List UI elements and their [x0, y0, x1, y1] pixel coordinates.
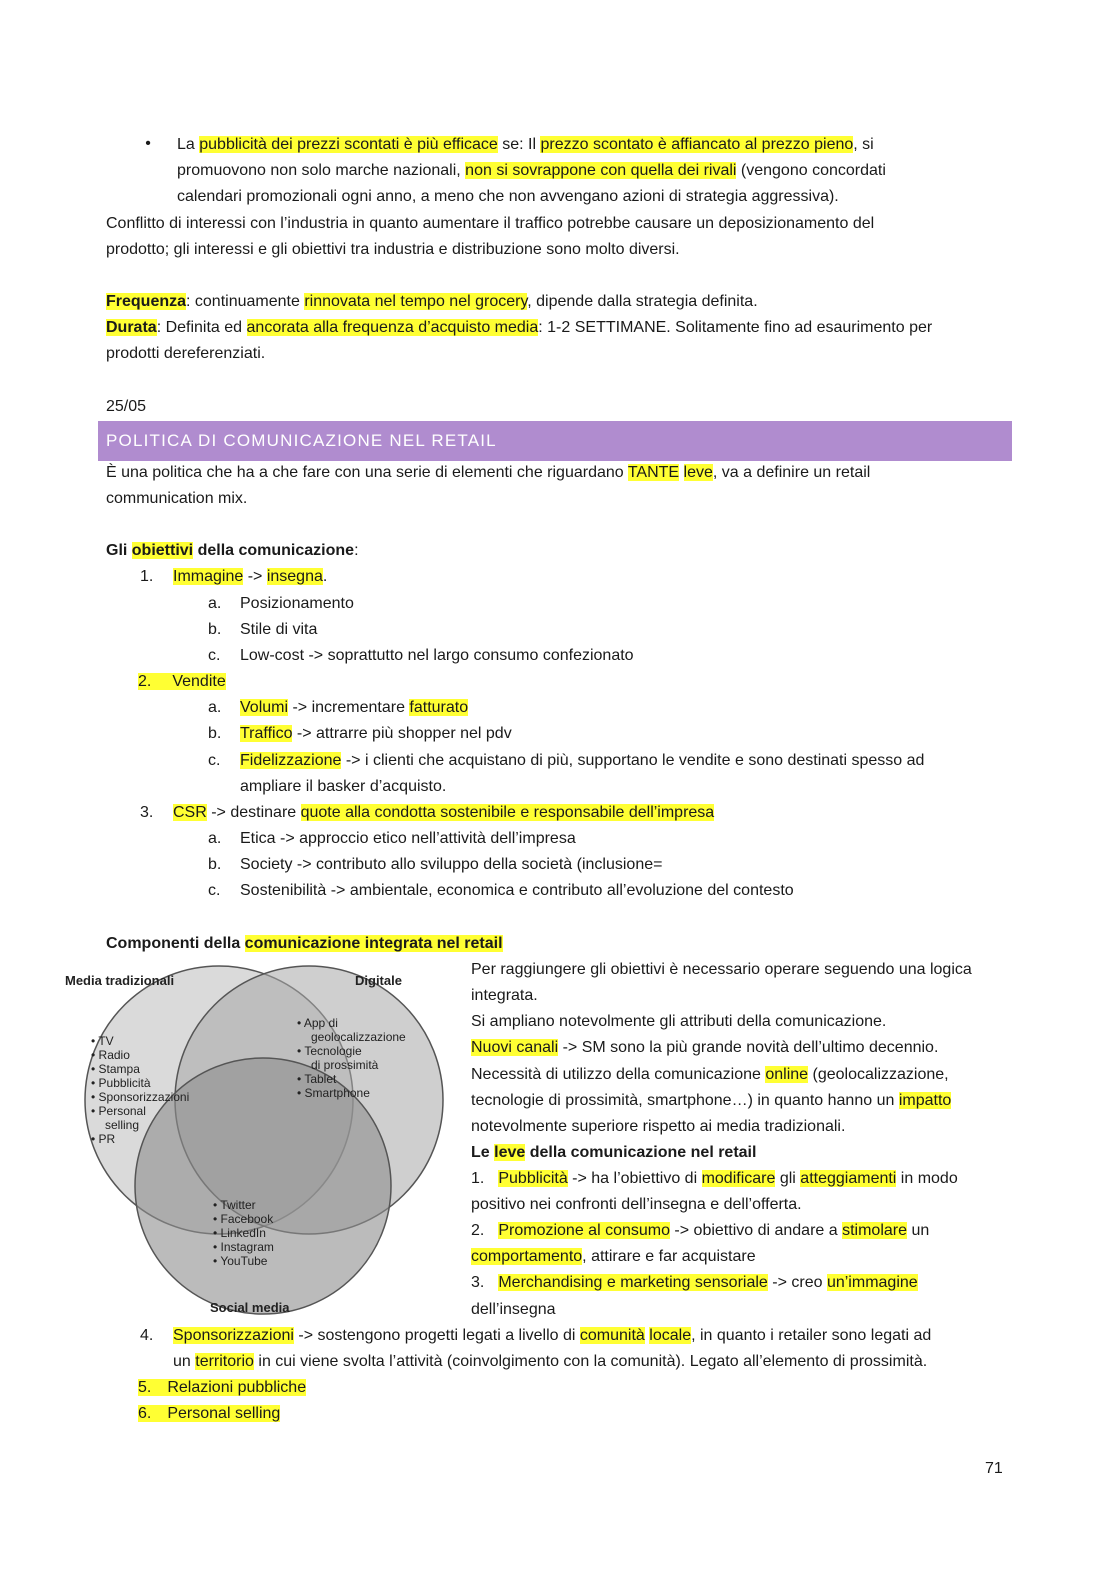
durata-line-2: prodotti dereferenziati. [106, 345, 266, 362]
highlight: Traffico [240, 725, 293, 742]
objective-3 [173, 803, 714, 823]
frequenza-label: Frequenza [106, 293, 187, 310]
list-number: 3. [140, 804, 154, 821]
highlight: Merchandising e marketing sensoriale [498, 1274, 768, 1291]
text: -> SM sono la più grande novità dell’ultimo decennio. [558, 1039, 939, 1056]
text: -> obiettivo di andare a [669, 1222, 843, 1239]
text: : 1-2 SETTIMANE. Solitamente fino ad esaurimento per [538, 319, 933, 336]
text: della comunicazione [193, 542, 355, 559]
venn-list-item: • LinkedIn [213, 1226, 266, 1240]
objectives-heading [106, 541, 359, 561]
highlight: Promozione al consumo [498, 1222, 670, 1239]
venn-list-item: di prossimità [311, 1058, 379, 1072]
sub-letter: c. [208, 647, 221, 664]
text: della comunicazione nel retail [525, 1144, 757, 1161]
text: -> ha l’obiettivo di [567, 1170, 702, 1187]
text: promuovono non solo marche nazionali, [177, 162, 466, 179]
text [679, 464, 683, 481]
bullet-line-1 [177, 135, 874, 155]
sub-item: Stile di vita [240, 621, 318, 638]
highlight: Volumi [240, 699, 289, 716]
sub-item [240, 724, 512, 744]
leva-2-continued [471, 1247, 756, 1267]
text: -> creo [767, 1274, 827, 1291]
highlight: Sponsorizzazioni [173, 1327, 294, 1344]
text: -> sostengono progetti legati a livello di [293, 1327, 580, 1344]
frequenza-line [106, 292, 758, 312]
section-header [98, 421, 1012, 461]
text: Necessità di utilizzo della comunicazione [471, 1066, 766, 1083]
text: : continuamente [186, 293, 305, 310]
highlight: leve [494, 1144, 526, 1161]
venn-list-item: • Facebook [213, 1212, 274, 1226]
venn-list-item: • Pubblicità [91, 1076, 151, 1090]
text: un [173, 1353, 196, 1370]
leva-6 [138, 1404, 280, 1424]
sub-letter: a. [208, 595, 222, 612]
venn-list-item: • Instagram [213, 1240, 274, 1254]
venn-list-item: geolocalizzazione [311, 1030, 406, 1044]
text: , si [853, 136, 874, 153]
text: -> i clienti che acquistano di più, supportano le vendite e sono destinati spesso ad [341, 752, 925, 769]
bullet-dot: • [145, 135, 151, 152]
highlight: Vendite [156, 673, 225, 690]
text: -> attrarre più shopper nel pdv [292, 725, 512, 742]
text: La [177, 136, 200, 153]
list-number: 5. [138, 1379, 167, 1396]
bullet-line-3: calendari promozionali ogni anno, a meno che non avvengano azioni di strategia aggressiva). [177, 188, 839, 205]
sub-item [240, 698, 468, 718]
highlight: comunicazione integrata nel retail [244, 935, 503, 952]
sub-item: Posizionamento [240, 595, 354, 612]
text: Le [471, 1144, 495, 1161]
text: Componenti della [106, 935, 245, 952]
highlight: Pubblicità [498, 1170, 568, 1187]
bullet-line-2 [177, 161, 886, 181]
text: (vengono concordati [736, 162, 886, 179]
right-line-1: Per raggiungere gli obiettivi è necessario operare seguendo una logica [471, 961, 972, 978]
highlight: ancorata alla frequenza d’acquisto media [246, 319, 539, 336]
venn-list-item: • Stampa [91, 1062, 140, 1076]
highlight: Fidelizzazione [240, 752, 342, 769]
list-number: 6. [138, 1405, 167, 1422]
durata-line [106, 318, 932, 338]
right-line-7: notevolmente superiore rispetto ai media tradizionali. [471, 1118, 846, 1135]
highlight: fatturato [409, 699, 469, 716]
text: -> incrementare [288, 699, 410, 716]
venn-list-item: • Twitter [213, 1198, 256, 1212]
venn-title-traditional: Media tradizionali [65, 973, 175, 988]
venn-list-item: • Sponsorizzazioni [91, 1090, 190, 1104]
page-number: 71 [985, 1460, 1003, 1477]
venn-title-social: Social media [210, 1300, 290, 1315]
text: in cui viene svolta l’attività (coinvolgimento con la comunità). Legato all’elemento di prossimità. [253, 1353, 928, 1370]
sub-letter: b. [208, 621, 222, 638]
text: È una politica che ha a che fare con una serie di elementi che riguardano [106, 464, 628, 481]
list-number: 1. [471, 1170, 485, 1187]
highlight: CSR [173, 804, 207, 821]
highlight: insegna [266, 568, 323, 585]
sub-letter: a. [208, 699, 222, 716]
highlight: locale [649, 1327, 692, 1344]
text: , dipende dalla strategia definita. [527, 293, 758, 310]
right-line-4 [471, 1038, 938, 1058]
highlight: Relazioni pubbliche [167, 1379, 307, 1396]
sub-item [240, 751, 924, 771]
right-line-6 [471, 1091, 951, 1111]
venn-list-item: selling [105, 1118, 140, 1132]
leve-heading [471, 1143, 756, 1163]
highlight: Immagine [173, 568, 244, 585]
leva-5 [138, 1378, 306, 1398]
highlight: quote alla condotta sostenibile e responsabile dell’impresa [300, 804, 715, 821]
sub-item-continued: ampliare il basker d’acquisto. [240, 778, 447, 795]
highlight: prezzo scontato è affiancato al prezzo pieno [540, 136, 854, 153]
text: : Definita ed [156, 319, 247, 336]
components-heading [106, 934, 503, 954]
sub-letter: c. [208, 882, 221, 899]
text: gli [775, 1170, 801, 1187]
highlight: stimolare [842, 1222, 907, 1239]
sub-letter: a. [208, 830, 222, 847]
highlight: Personal selling [167, 1405, 281, 1422]
highlight: obiettivi [131, 542, 194, 559]
durata-label: Durata [106, 319, 157, 336]
highlight: leve [683, 464, 713, 481]
list-number: 2. [471, 1222, 485, 1239]
conflict-line-2: prodotto; gli interessi e gli obiettivi tra industria e distribuzione sono molto diversi. [106, 241, 680, 258]
highlight: territorio [195, 1353, 254, 1370]
text: un [907, 1222, 930, 1239]
conflict-line-1: Conflitto di interessi con l’industria in quanto aumentare il traffico potrebbe causare un deposizionamento del [106, 215, 875, 232]
text: Gli [106, 542, 132, 559]
highlight: Nuovi canali [471, 1039, 559, 1056]
venn-list-item: • Tecnologie [297, 1044, 362, 1058]
right-line-3: Si ampliano notevolmente gli attributi della comunicazione. [471, 1013, 887, 1030]
sub-item: Low-cost -> soprattutto nel largo consumo confezionato [240, 647, 634, 664]
sub-item: Sostenibilità -> ambientale, economica e contributo all’evoluzione del contesto [240, 882, 794, 899]
intro-line-2: communication mix. [106, 490, 248, 507]
venn-list-item: • Radio [91, 1048, 130, 1062]
venn-list-item: • Smartphone [297, 1086, 370, 1100]
venn-list-item: • YouTube [213, 1254, 268, 1268]
highlight: TANTE [627, 464, 680, 481]
highlight: pubblicità dei prezzi scontati è più efficace [199, 136, 498, 153]
right-line-2: integrata. [471, 987, 538, 1004]
text: : [354, 542, 359, 559]
highlight: non si sovrappone con quella dei rivali [465, 162, 737, 179]
highlight: rinnovata nel tempo nel grocery [304, 293, 528, 310]
venn-list-item: • PR [91, 1132, 116, 1146]
highlight: un’immagine [826, 1274, 918, 1291]
objective-1 [173, 567, 327, 587]
right-line-5 [471, 1065, 949, 1085]
list-number: 4. [140, 1327, 154, 1344]
text: -> destinare [206, 804, 301, 821]
venn-title-digital: Digitale [355, 973, 402, 988]
sub-letter: b. [208, 856, 222, 873]
leva-3-continued: dell’insegna [471, 1301, 556, 1318]
date-label: 25/05 [106, 398, 147, 415]
venn-diagram [55, 960, 455, 1320]
leva-1-continued: positivo nei confronti dell’insegna e dell’offerta. [471, 1196, 802, 1213]
text: , va a definire un retail [712, 464, 871, 481]
sub-letter: c. [208, 752, 221, 769]
highlight: modificare [701, 1170, 776, 1187]
sub-letter: b. [208, 725, 222, 742]
highlight: online [765, 1066, 809, 1083]
venn-list-item: • TV [91, 1034, 114, 1048]
text: . [322, 568, 328, 585]
venn-list-item: • Tablet [297, 1072, 337, 1086]
highlight: comunità [579, 1327, 645, 1344]
text: (geolocalizzazione, [808, 1066, 949, 1083]
section-title: POLITICA DI COMUNICAZIONE NEL RETAIL [106, 431, 497, 450]
sub-item: Society -> contributo allo sviluppo della società (inclusione= [240, 856, 663, 873]
list-number: 1. [140, 568, 154, 585]
leva-4 [173, 1326, 931, 1346]
list-number: 2. [138, 673, 156, 690]
text: tecnologie di prossimità, smartphone…) in quanto hanno un [471, 1092, 899, 1109]
venn-list-item: • App di [297, 1016, 338, 1030]
text: , in quanto i retailer sono legati ad [691, 1327, 932, 1344]
sub-item: Etica -> approccio etico nell’attività dell’impresa [240, 830, 576, 847]
list-number: 3. [471, 1274, 485, 1291]
text: se: Il [497, 136, 541, 153]
leva-2 [471, 1221, 929, 1241]
text: in modo [896, 1170, 958, 1187]
text: , attirare e far acquistare [582, 1248, 756, 1265]
objective-2 [138, 672, 226, 692]
intro-line-1 [106, 463, 870, 483]
leva-3 [471, 1273, 918, 1293]
text: -> [243, 568, 267, 585]
highlight: atteggiamenti [800, 1170, 897, 1187]
highlight: comportamento [471, 1248, 583, 1265]
leva-4-continued [173, 1352, 927, 1372]
venn-list-item: • Personal [91, 1104, 146, 1118]
leva-1 [471, 1169, 958, 1189]
highlight: impatto [898, 1092, 952, 1109]
